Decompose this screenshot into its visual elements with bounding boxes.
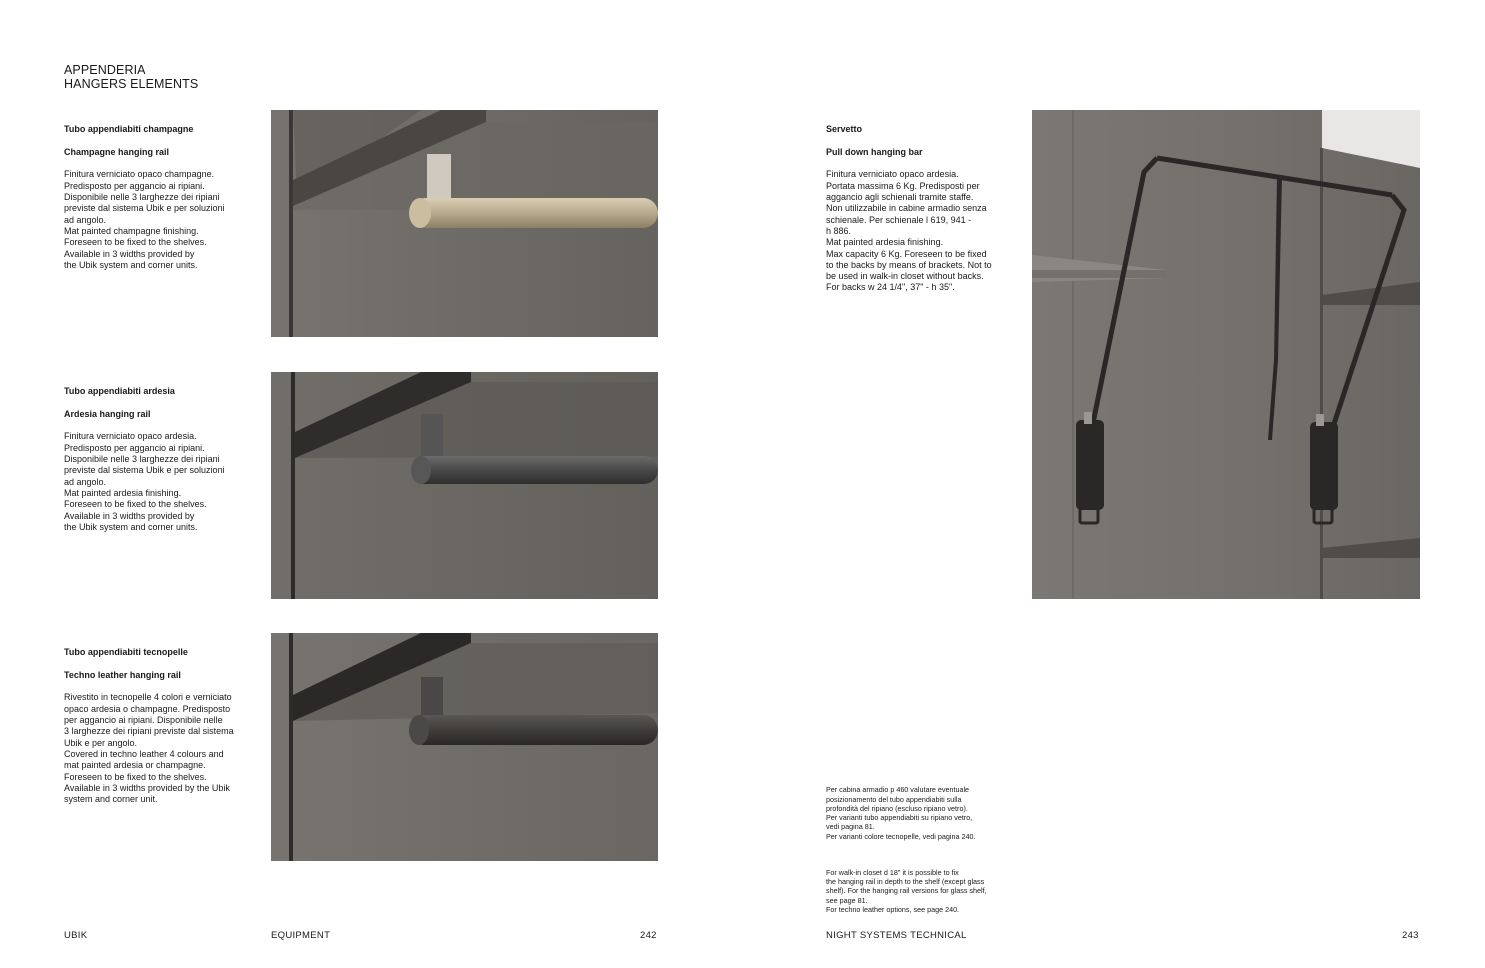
champagne-rail-photo	[271, 110, 658, 337]
ardesia-rail-photo	[271, 372, 658, 599]
section-title-en: HANGERS ELEMENTS	[64, 77, 199, 91]
note-italian: Per cabina armadio p 460 valutare eventuale posizionamento del tubo appendiabiti sulla profondità del ripiano (escluso ripiano vetro). Per varianti tubo appendiabiti su ripiano vetro, vedi pagina 81. Per varianti colore tecnopelle, vedi pagina 240.	[826, 785, 976, 841]
footer-section-right: NIGHT SYSTEMS TECHNICAL	[826, 930, 967, 941]
item-title-it: Tubo appendiabiti ardesia	[64, 386, 175, 397]
item-title-it: Tubo appendiabiti tecnopelle	[64, 647, 188, 658]
item-champagne-text	[64, 113, 259, 282]
note-english: For walk-in closet d 18" it is possible to fix the hanging rail in depth to the shelf (except glass shelf). For the hanging rail versions for glass shelf, see page 81. For techno leather options, see page 240.	[826, 867, 987, 914]
notes-block	[826, 776, 1006, 923]
item-servetto-text	[826, 113, 1011, 305]
item-ardesia-text	[64, 375, 259, 544]
item-body: Finitura verniciato opaco champagne. Predisposto per aggancio ai ripiani. Disponibile nelle 3 larghezze dei ripiani previste dal sistema Ubik e per soluzioni ad angolo. Mat painted champagne finishing. Foreseen to be fixed to the shelves. Available in 3 widths provided by the Ubik system and corner units.	[64, 169, 225, 270]
footer-page-left: 242	[640, 930, 657, 941]
item-title-en: Ardesia hanging rail	[64, 408, 151, 419]
item-techno-leather-text	[64, 636, 264, 817]
item-body: Finitura verniciato opaco ardesia. Portata massima 6 Kg. Predisposti per aggancio agli schienali tramite staffe. Non utilizzabile in cabine armadio senza schienale. Per schienale l 619, 941 - h 886. Mat painted ardesia finishing. Max capacity 6 Kg. Foreseen to be fixed to the backs by means of brackets. Not to be used in walk-in closet without backs. For backs w 24 1/4", 37" - h 35".	[826, 169, 992, 293]
item-body: Rivestito in tecnopelle 4 colori e verniciato opaco ardesia o champagne. Predisposto per aggancio ai ripiani. Disponibile nelle 3 larghezze dei ripiani previste dal sistema Ubik e per angolo. Covered in techno leather 4 colours and mat painted ardesia or champagne. Foreseen to be fixed to the shelves. Available in 3 widths provided by the Ubik system and corner unit.	[64, 692, 234, 805]
footer-page-right: 243	[1402, 930, 1419, 941]
footer-section-left: EQUIPMENT	[271, 930, 331, 941]
item-title-it: Servetto	[826, 124, 863, 135]
item-title-it: Tubo appendiabiti champagne	[64, 124, 194, 135]
pull-down-bar-photo	[1032, 110, 1420, 599]
techno-leather-rail-photo	[271, 633, 658, 861]
item-body: Finitura verniciato opaco ardesia. Predisposto per aggancio ai ripiani. Disponibile nelle 3 larghezze dei ripiani previste dal sistema Ubik e per soluzioni ad angolo. Mat painted ardesia finishing. Foreseen to be fixed to the shelves. Available in 3 widths provided by the Ubik system and corner units.	[64, 431, 225, 532]
section-title	[64, 63, 198, 91]
item-title-en: Pull down hanging bar	[826, 146, 923, 157]
footer-brand: UBIK	[64, 930, 88, 941]
item-title-en: Champagne hanging rail	[64, 146, 170, 157]
item-title-en: Techno leather hanging rail	[64, 669, 181, 680]
section-title-it: APPENDERIA	[64, 63, 146, 77]
